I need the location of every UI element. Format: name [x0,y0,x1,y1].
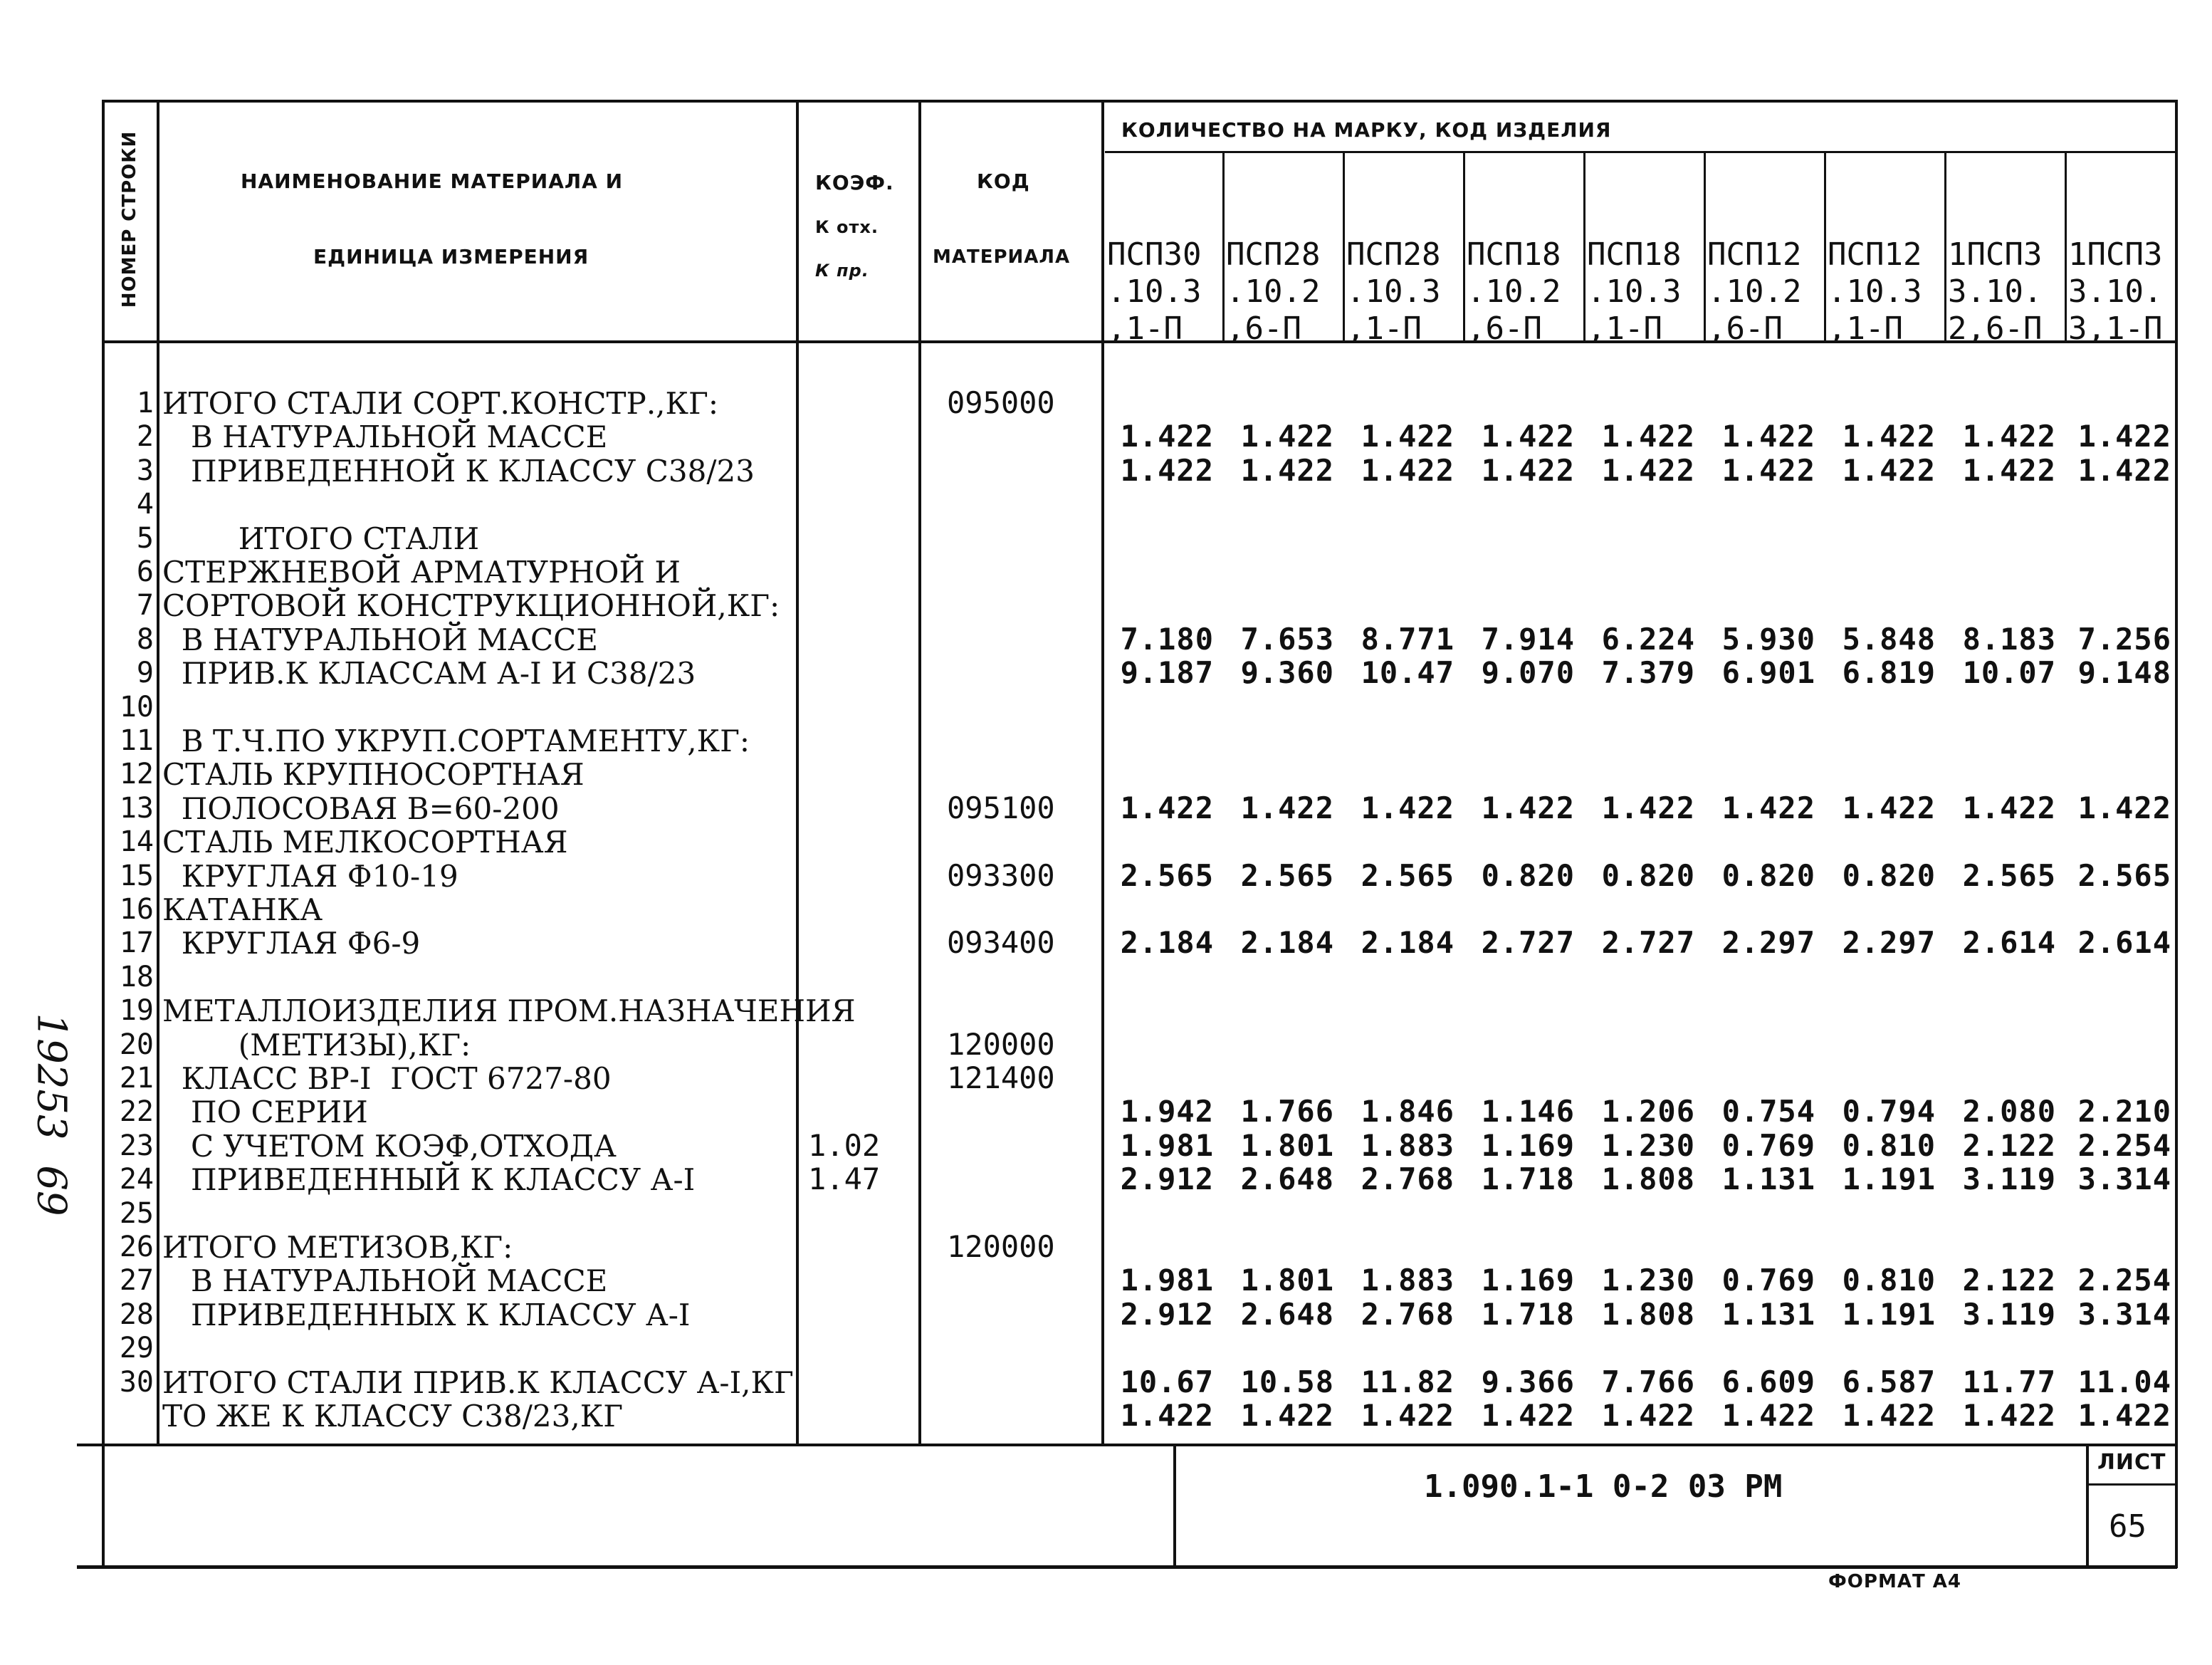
quantity-value: 1.422 [1842,1398,1936,1433]
row-number: 19 [119,994,154,1028]
quantity-value: 1.422 [2077,452,2171,488]
quantity-value: 6.587 [1842,1364,1936,1399]
sheet-label: ЛИСТ [2097,1450,2166,1475]
quantity-value: 1.230 [1601,1127,1695,1163]
quantity-value: 1.808 [1601,1162,1695,1197]
row-number: 23 [119,1129,154,1162]
quantity-value: 3.119 [1962,1162,2056,1197]
quantity-value: 5.930 [1721,621,1815,657]
quantity-value: 1.422 [1842,452,1936,488]
quantity-value: 8.771 [1361,621,1454,657]
material-name: ПРИВЕДЕННЫХ К КЛАССУ А-I [162,1297,691,1332]
quantity-value: 11.77 [1962,1364,2056,1399]
material-name: СОРТОВОЙ КОНСТРУКЦИОННОЙ,КГ: [162,588,780,624]
quantity-value: 1.801 [1240,1127,1334,1163]
material-name: КРУГЛАЯ Ф6-9 [162,926,421,961]
quantity-value: 1.718 [1481,1162,1575,1197]
material-name: КАТАНКА [162,892,323,927]
quantity-value: 9.070 [1481,655,1575,691]
row-number: 9 [136,657,154,690]
quantity-value: 0.820 [1481,857,1575,893]
quantity-value: 2.614 [2077,925,2171,961]
quantity-value: 1.422 [2077,1398,2171,1433]
quantity-value: 1.169 [1481,1127,1575,1163]
quantity-value: 1.422 [1361,790,1454,825]
quantity-value: 9.148 [2077,655,2171,691]
material-name: ПРИВ.К КЛАССАМ А-I И С38/23 [162,656,696,691]
frame-right-border [2175,100,2178,1568]
quantity-value: 1.422 [1601,790,1695,825]
coef-header-line1: КОЭФ. [815,171,894,194]
quantity-value: 2.565 [1120,857,1214,893]
material-code: 120000 [947,1229,1055,1264]
quantity-value: 1.422 [1361,452,1454,488]
quantity-value: 2.648 [1240,1296,1334,1332]
quantity-value: 2.254 [2077,1127,2171,1163]
quantity-value: 10.47 [1361,655,1454,691]
quantity-value: 1.422 [1481,790,1575,825]
quantity-value: 1.422 [1120,452,1214,488]
quantity-value: 2.210 [2077,1094,2171,1129]
row-number: 26 [119,1231,154,1263]
quantity-value: 7.256 [2077,621,2171,657]
quantity-value: 2.184 [1240,925,1334,961]
material-code: 093300 [947,857,1055,893]
material-name: В НАТУРАЛЬНОЙ МАССЕ [162,1263,608,1299]
quantity-value: 2.565 [2077,857,2171,893]
material-name: В Т.Ч.ПО УКРУП.СОРТАМЕНТУ,КГ: [162,724,750,758]
quantity-value: 1.422 [1601,419,1695,454]
quantity-value: 1.422 [1601,452,1695,488]
quantity-value: 1.422 [1721,452,1815,488]
quantity-value: 1.422 [1481,452,1575,488]
quantity-value: 2.297 [1842,925,1936,961]
quantity-value: 9.187 [1120,655,1214,691]
quantity-value: 6.609 [1721,1364,1815,1399]
quantity-value: 7.914 [1481,621,1575,657]
margin-note: 19253 69 [28,1013,75,1216]
quantity-value: 11.04 [2077,1364,2171,1399]
material-name: ИТОГО СТАЛИ ПРИВ.К КЛАССУ А-I,КГ [162,1364,794,1400]
row-number-header: НОМЕР СТРОКИ [119,130,140,308]
quantity-value: 3.314 [2077,1162,2171,1197]
quantity-value: 2.122 [1962,1263,2056,1298]
material-name: В НАТУРАЛЬНОЙ МАССЕ [162,419,608,455]
code-header-line1: КОД [977,169,1030,193]
material-name: ПОЛОСОВАЯ В=60-200 [162,790,560,826]
quantity-value: 2.565 [1361,857,1454,893]
material-name: ПО СЕРИИ [162,1095,368,1130]
quantity-value: 2.565 [1240,857,1334,893]
row-number: 18 [119,960,154,993]
row-number: 29 [119,1332,154,1365]
quantity-value: 1.981 [1120,1263,1214,1298]
quantity-value: 2.080 [1962,1094,2056,1129]
quantity-value: 1.169 [1481,1263,1575,1298]
quantity-value: 1.230 [1601,1263,1695,1298]
material-code: 121400 [947,1060,1055,1095]
row-number: 1 [136,387,154,419]
quantity-value: 1.422 [1120,419,1214,454]
material-name: В НАТУРАЛЬНОЙ МАССЕ [162,622,598,657]
material-code: 095000 [947,385,1055,420]
quantity-value: 2.565 [1962,857,2056,893]
quantity-value: 7.766 [1601,1364,1695,1399]
quantity-value: 2.184 [1361,925,1454,961]
quantity-value: 10.07 [1962,655,2056,691]
quantity-value: 3.119 [1962,1296,2056,1332]
quantity-value: 1.131 [1721,1296,1815,1332]
quantity-value: 1.422 [1361,1398,1454,1433]
quantity-value: 3.314 [2077,1296,2171,1332]
row-number: 11 [119,724,154,757]
product-header-5: ПСП18 .10.3 ,1-П [1587,236,1682,347]
coefficient: 1.02 [808,1127,881,1163]
quantity-value: 1.422 [2077,790,2171,825]
quantity-value: 1.422 [1962,419,2056,454]
quantity-value: 1.801 [1240,1263,1334,1298]
name-header-line2: ЕДИНИЦА ИЗМЕРЕНИЯ [313,245,589,268]
quantity-value: 10.67 [1120,1364,1214,1399]
row-number: 30 [119,1365,154,1399]
quantity-value: 6.901 [1721,655,1815,691]
row-number: 24 [119,1163,154,1196]
quantity-value: 2.122 [1962,1127,2056,1163]
frame-top-border [102,100,2178,103]
row-number: 17 [119,927,154,960]
product-header-2: ПСП28 .10.2 ,6-П [1226,236,1321,347]
quantity-value: 1.422 [1361,419,1454,454]
quantity-value: 1.191 [1842,1296,1936,1332]
product-header-3: ПСП28 .10.3 ,1-П [1346,236,1441,347]
quantity-value: 2.912 [1120,1162,1214,1197]
row-number: 14 [119,825,154,859]
row-number: 8 [136,622,154,656]
document-code: 1.090.1-1 0-2 03 РМ [1424,1468,1783,1505]
quantity-value: 1.718 [1481,1296,1575,1332]
row-number: 15 [119,859,154,892]
sheet-number: 65 [2109,1508,2147,1545]
quantity-value: 0.810 [1842,1127,1936,1163]
quantity-value: 1.422 [1240,452,1334,488]
quantity-value: 1.422 [1240,790,1334,825]
material-name: КРУГЛАЯ Ф10-19 [162,858,458,894]
quantity-value: 1.422 [1721,1398,1815,1433]
material-name: ИТОГО СТАЛИ [162,521,480,556]
quantity-value: 2.297 [1721,925,1815,961]
col-sep-name [796,100,799,1444]
col-sep-q7 [1944,152,1946,342]
quantity-value: 1.422 [1120,790,1214,825]
quantity-value: 2.648 [1240,1162,1334,1197]
quantity-value: 1.981 [1120,1127,1214,1163]
name-header-line1: НАИМЕНОВАНИЕ МАТЕРИАЛА И [241,169,624,193]
col-sep-coef [918,100,921,1444]
quantity-value: 1.883 [1361,1263,1454,1298]
quantity-value: 1.422 [1962,1398,2056,1433]
quantity-value: 1.422 [1962,790,2056,825]
material-name: СТАЛЬ КРУПНОСОРТНАЯ [162,757,585,793]
product-header-6: ПСП12 .10.2 ,6-П [1707,236,1802,347]
material-name: МЕТАЛЛОИЗДЕЛИЯ ПРОМ.НАЗНАЧЕНИЯ [162,993,856,1029]
material-name: КЛАСС ВР-I ГОСТ 6727-80 [162,1061,612,1096]
product-header-4: ПСП18 .10.2 ,6-П [1467,236,1561,347]
quantity-value: 2.614 [1962,925,2056,961]
quantity-value: 2.768 [1361,1162,1454,1197]
code-header-line2: МАТЕРИАЛА [933,246,1071,268]
stamp-sheet-line [2086,1483,2177,1486]
quantity-value: 1.422 [1721,419,1815,454]
quantity-value: 1.146 [1481,1094,1575,1129]
quantity-value: 2.727 [1481,925,1575,961]
quantity-value: 7.653 [1240,621,1334,657]
product-header-9: 1ПСП3 3.10. 3,1-П [2068,236,2163,347]
material-name: (МЕТИЗЫ),КГ: [162,1027,471,1063]
quantity-value: 6.819 [1842,655,1936,691]
quantity-value: 11.82 [1361,1364,1454,1399]
quantity-value: 6.224 [1601,621,1695,657]
quantity-value: 1.422 [1481,1398,1575,1433]
product-header-8: 1ПСП3 3.10. 2,6-П [1948,236,2043,347]
material-name: СТЕРЖНЕВОЙ АРМАТУРНОЙ И [162,555,681,590]
quantity-value: 1.191 [1842,1162,1936,1197]
row-number: 27 [119,1264,154,1298]
quantity-value: 5.848 [1842,621,1936,657]
col-sep-q3 [1463,152,1465,342]
row-number: 13 [119,791,154,825]
quantity-value: 1.422 [2077,419,2171,454]
quantity-value: 1.422 [1240,1398,1334,1433]
quantity-value: 2.768 [1361,1296,1454,1332]
material-name: ПРИВЕДЕННЫЙ К КЛАССУ А-I [162,1162,696,1198]
quantity-value: 1.422 [1240,419,1334,454]
row-number: 12 [119,758,154,791]
material-code: 093400 [947,925,1055,961]
quantity-header: КОЛИЧЕСТВО НА МАРКУ, КОД ИЗДЕЛИЯ [1121,118,1612,142]
material-name: ИТОГО МЕТИЗОВ,КГ: [162,1230,513,1265]
quantity-value: 1.883 [1361,1127,1454,1163]
quantity-value: 7.180 [1120,621,1214,657]
quantity-value: 1.422 [1842,790,1936,825]
material-name: С УЧЕТОМ КОЭФ,ОТХОДА [162,1128,617,1164]
row-number: 25 [119,1196,154,1230]
quantity-value: 1.206 [1601,1094,1695,1129]
row-number: 3 [136,454,154,487]
row-number: 28 [119,1298,154,1331]
quantity-value: 2.912 [1120,1296,1214,1332]
stamp-top-line [77,1444,2177,1446]
material-name: ТО ЖЕ К КЛАССУ С38/23,КГ [162,1399,624,1434]
frame-bottom-border [77,1565,2177,1569]
quantity-value: 0.820 [1601,857,1695,893]
quantity-header-line [1105,151,2177,153]
row-number: 2 [136,420,154,454]
quantity-value: 2.184 [1120,925,1214,961]
col-sep-q5 [1704,152,1706,342]
row-number: 21 [119,1062,154,1095]
row-number: 4 [136,488,154,521]
material-name: СТАЛЬ МЕЛКОСОРТНАЯ [162,825,568,860]
quantity-value: 9.360 [1240,655,1334,691]
quantity-value: 0.769 [1721,1127,1815,1163]
quantity-value: 1.766 [1240,1094,1334,1129]
quantity-value: 0.794 [1842,1094,1936,1129]
quantity-value: 0.810 [1842,1263,1936,1298]
col-sep-code [1101,100,1104,1444]
row-number: 5 [136,521,154,555]
col-sep-q6 [1824,152,1826,342]
quantity-value: 1.422 [1601,1398,1695,1433]
quantity-value: 1.422 [1120,1398,1214,1433]
stamp-divider-sheet [2086,1444,2089,1568]
col-sep-q2 [1343,152,1345,342]
row-number: 22 [119,1095,154,1129]
format-label: ФОРМАТ А4 [1828,1571,1961,1592]
quantity-value: 8.183 [1962,621,2056,657]
col-sep-rownum [157,100,159,1444]
material-code: 120000 [947,1026,1055,1062]
row-number: 6 [136,555,154,588]
quantity-value: 1.131 [1721,1162,1815,1197]
material-name: ИТОГО СТАЛИ СОРТ.КОНСТР.,КГ: [162,386,718,421]
material-code: 095100 [947,790,1055,825]
quantity-value: 0.754 [1721,1094,1815,1129]
coef-header-line2: К отх. [815,217,879,237]
quantity-value: 1.422 [1481,419,1575,454]
row-number: 16 [119,893,154,926]
row-number: 20 [119,1028,154,1061]
quantity-value: 7.379 [1601,655,1695,691]
quantity-value: 10.58 [1240,1364,1334,1399]
quantity-value: 9.366 [1481,1364,1575,1399]
quantity-value: 1.846 [1361,1094,1454,1129]
col-sep-q1 [1222,152,1225,342]
product-header-1: ПСП30 .10.3 ,1-П [1107,236,1202,347]
col-sep-q4 [1583,152,1585,342]
quantity-value: 0.820 [1721,857,1815,893]
quantity-value: 0.769 [1721,1263,1815,1298]
quantity-value: 1.422 [1721,790,1815,825]
material-name: ПРИВЕДЕННОЙ К КЛАССУ С38/23 [162,453,755,489]
quantity-value: 1.422 [1962,452,2056,488]
col-sep-q8 [2065,152,2067,342]
row-number: 10 [119,690,154,724]
product-header-7: ПСП12 .10.3 ,1-П [1828,236,1922,347]
quantity-value: 0.820 [1842,857,1936,893]
coef-header-line3: К пр. [815,261,869,281]
row-number: 7 [136,589,154,622]
quantity-value: 1.942 [1120,1094,1214,1129]
quantity-value: 2.254 [2077,1263,2171,1298]
quantity-value: 2.727 [1601,925,1695,961]
coefficient: 1.47 [808,1162,881,1197]
quantity-value: 1.422 [1842,419,1936,454]
quantity-value: 1.808 [1601,1296,1695,1332]
stamp-divider-left [1173,1444,1176,1568]
